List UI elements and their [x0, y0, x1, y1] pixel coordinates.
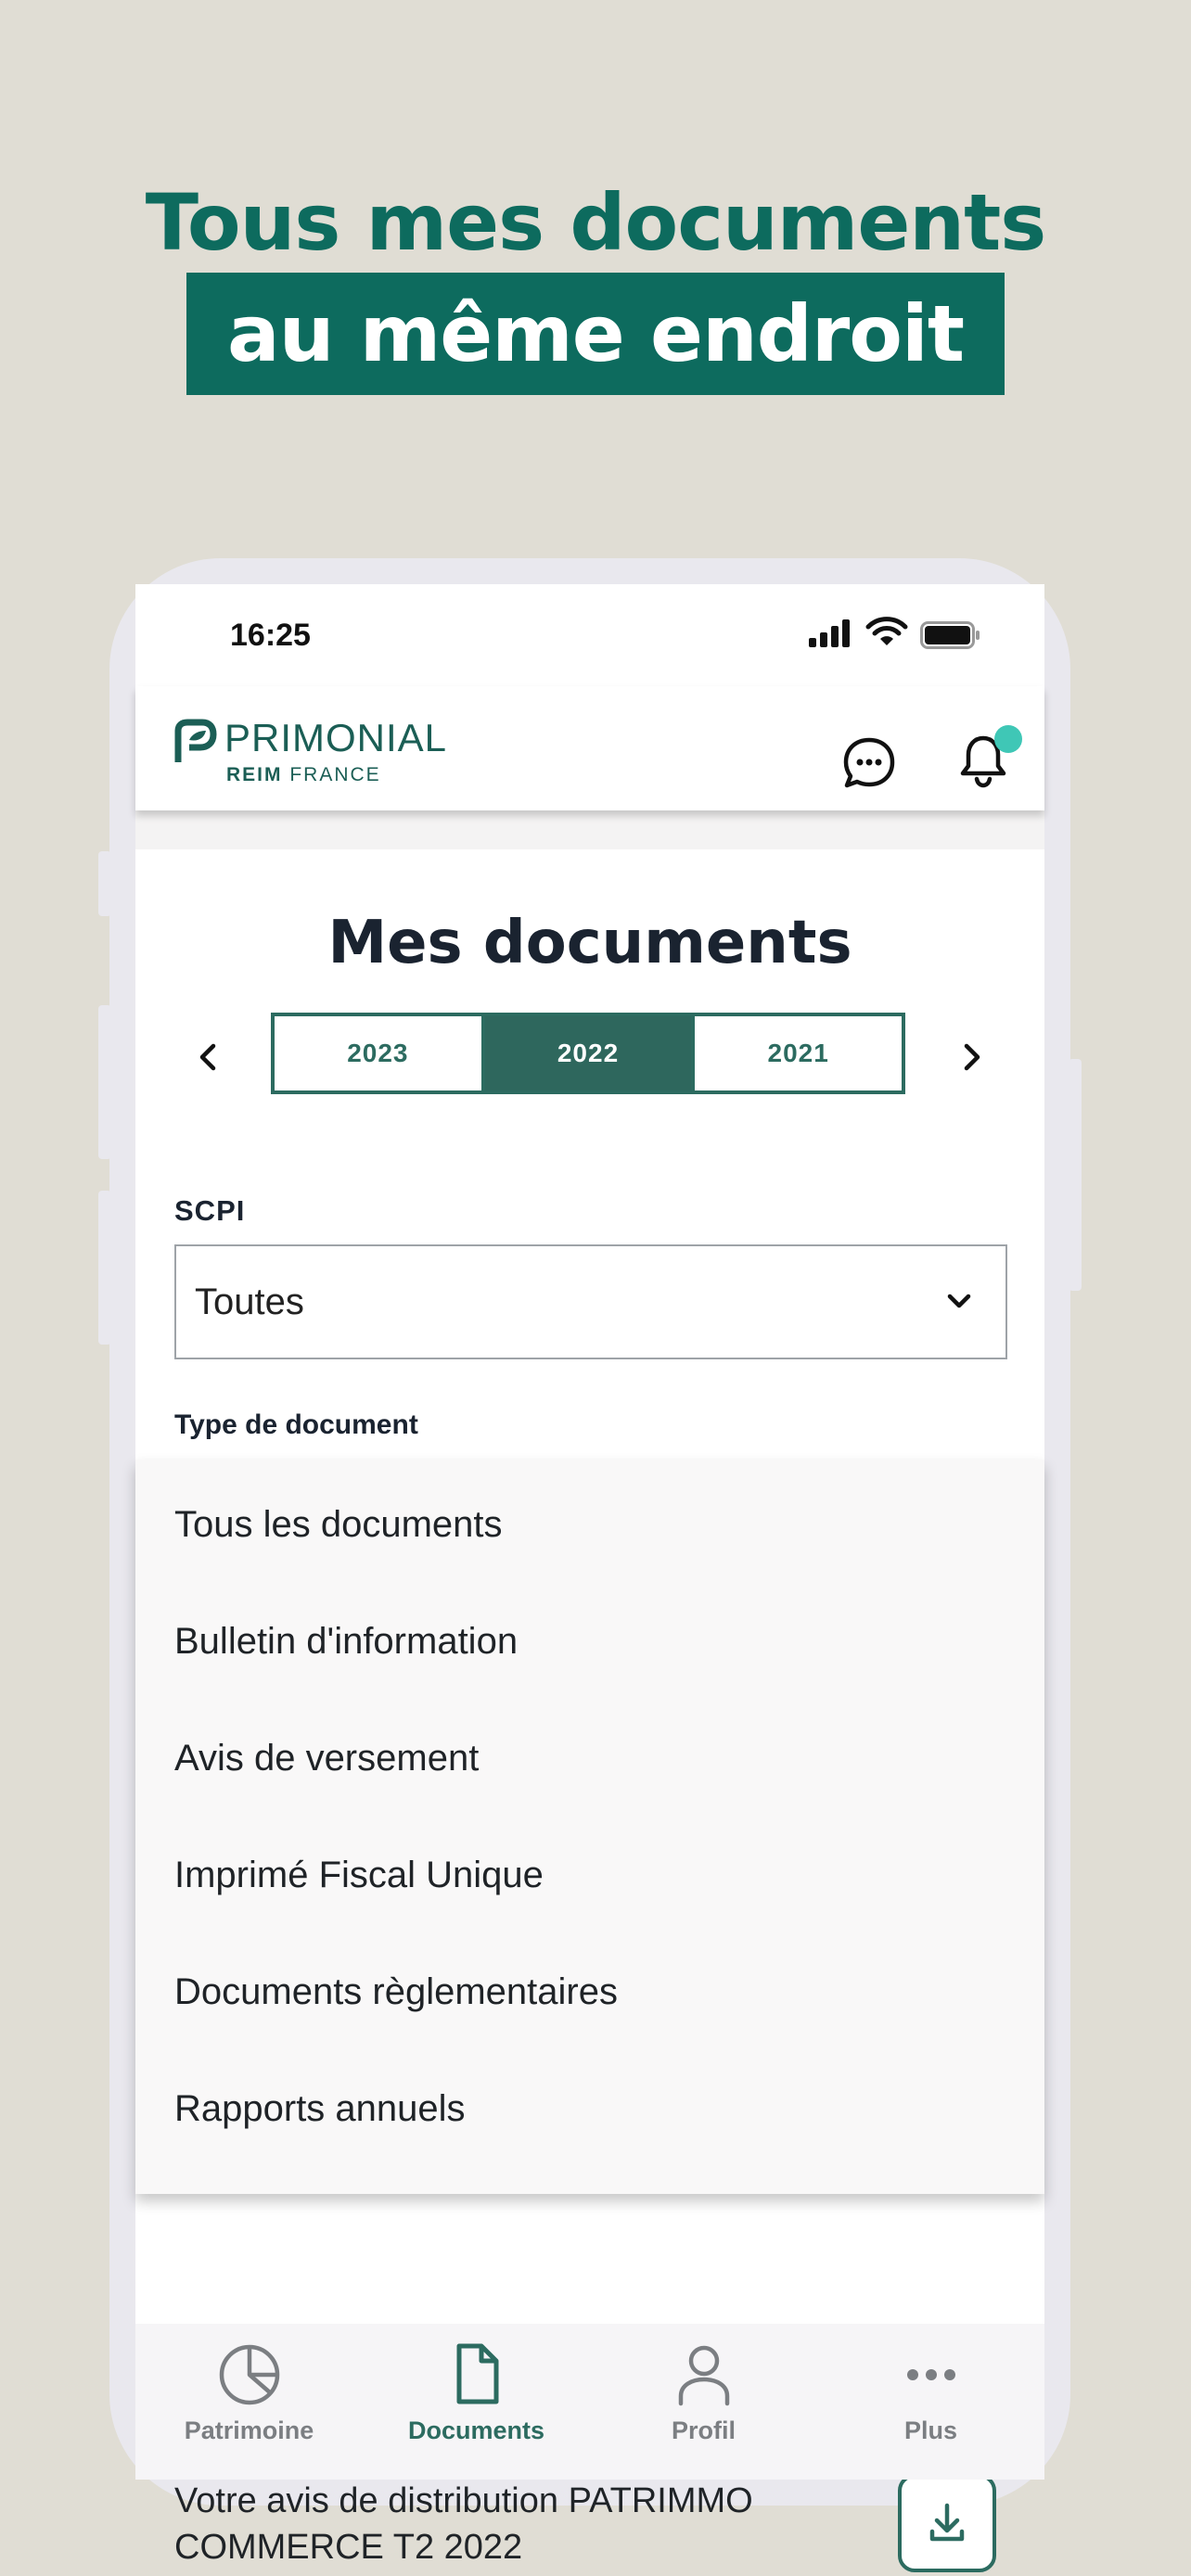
primonial-logo-icon [173, 720, 215, 764]
chevron-down-icon [941, 1283, 978, 1320]
document-icon [446, 2342, 507, 2407]
app-header [135, 686, 1044, 810]
dropdown-option[interactable]: Avis de versement [174, 1738, 480, 1779]
tab-label: Documents [407, 2417, 545, 2444]
tab-plus[interactable] [817, 2324, 1044, 2480]
year-tab-2023[interactable]: 2023 [347, 1039, 409, 1067]
chat-icon[interactable] [842, 736, 896, 790]
headline-line-1: Tous mes documents [145, 177, 1046, 268]
chevron-left-icon[interactable] [182, 1029, 237, 1085]
person-icon [673, 2342, 735, 2407]
bottom-tab-bar [135, 2324, 1044, 2480]
dropdown-option[interactable]: Rapports annuels [174, 2088, 466, 2129]
cellular-signal-icon [809, 619, 853, 647]
download-icon [902, 2478, 992, 2569]
brand-subtitle: REIM FRANCE [226, 764, 381, 785]
dropdown-option[interactable]: Imprimé Fiscal Unique [174, 1855, 544, 1895]
battery-icon [920, 621, 981, 649]
document-item-title[interactable]: Votre avis de distribution PATRIMMO COMMERCE T2 2022 [174, 2481, 753, 2567]
year-tab-2021[interactable]: 2021 [767, 1039, 829, 1067]
headline-highlight [186, 273, 1005, 395]
phone-side-button [98, 1191, 111, 1345]
phone-side-button [98, 1005, 111, 1159]
scpi-label: SCPI [174, 1194, 246, 1227]
scpi-select-value: Toutes [195, 1282, 304, 1322]
brand-name: PRIMONIAL [224, 716, 448, 759]
year-tab-2022[interactable]: 2022 [481, 1016, 696, 1090]
tab-patrimoine[interactable] [135, 2324, 363, 2480]
notification-badge [994, 725, 1022, 753]
phone-side-button [98, 851, 111, 916]
wifi-icon [866, 616, 907, 647]
tab-profil[interactable] [590, 2324, 817, 2480]
tab-label: Profil [671, 2417, 736, 2444]
promo-headline [0, 172, 1191, 395]
pie-chart-icon [219, 2342, 280, 2407]
tab-label: Patrimoine [184, 2417, 314, 2444]
year-selector [271, 1013, 905, 1094]
phone-screen [135, 584, 1044, 2567]
headline-line-2: au même endroit [227, 288, 964, 379]
document-type-dropdown [135, 1460, 1044, 2194]
phone-side-button [1069, 1059, 1082, 1291]
scpi-select[interactable] [174, 1244, 1007, 1359]
more-dots-icon [901, 2342, 962, 2407]
document-type-label: Type de document [174, 1409, 418, 1440]
status-bar [135, 584, 1044, 686]
chevron-right-icon[interactable] [942, 1029, 998, 1085]
dropdown-option[interactable]: Bulletin d'information [174, 1621, 519, 1662]
dropdown-option[interactable]: Documents règlementaires [174, 1971, 618, 2012]
page-title: Mes documents [327, 909, 852, 977]
dropdown-option[interactable]: Tous les documents [174, 1504, 503, 1545]
status-time: 16:25 [230, 618, 311, 653]
tab-label: Plus [903, 2417, 958, 2444]
tab-documents[interactable] [363, 2324, 590, 2480]
download-button[interactable] [898, 2474, 996, 2572]
